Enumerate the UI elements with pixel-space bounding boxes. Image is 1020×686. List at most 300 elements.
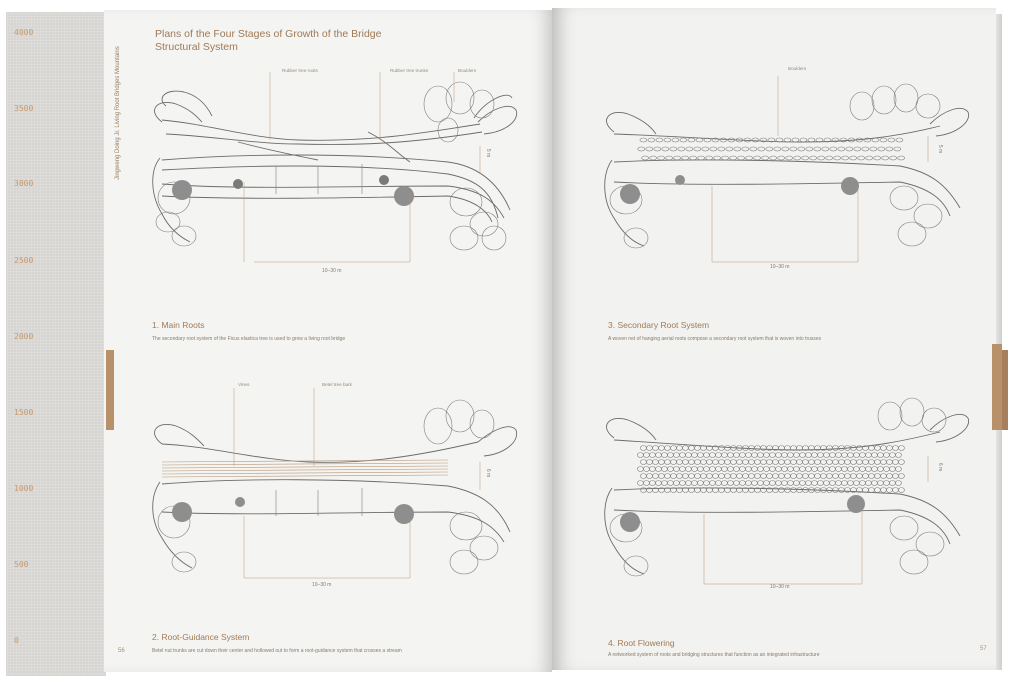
woven-root-node (898, 488, 904, 493)
woven-root-node (802, 474, 808, 479)
woven-root-node (787, 467, 793, 472)
woven-root-node (733, 453, 739, 458)
woven-root-node (866, 156, 873, 160)
ruler-label: 2000 (14, 332, 34, 341)
woven-root-node (868, 460, 874, 465)
woven-root-node (709, 481, 715, 486)
woven-root-node (670, 147, 677, 151)
woven-root-node (853, 453, 859, 458)
woven-root-node (662, 147, 669, 151)
woven-root-node (872, 138, 879, 142)
woven-root-node (874, 446, 880, 451)
woven-root-node (844, 474, 850, 479)
woven-root-node (730, 474, 736, 479)
woven-root-node (796, 488, 802, 493)
woven-root-node (637, 453, 643, 458)
woven-root-node (898, 474, 904, 479)
woven-root-node (712, 474, 718, 479)
woven-root-node (856, 446, 862, 451)
woven-root-node (858, 156, 865, 160)
woven-root-node (799, 453, 805, 458)
woven-root-node (700, 460, 706, 465)
woven-root-node (798, 147, 805, 151)
woven-root-node (784, 460, 790, 465)
woven-root-node (835, 467, 841, 472)
bridge-plan-secondary-roots (600, 76, 980, 266)
woven-root-node (715, 481, 721, 486)
woven-root-node (799, 481, 805, 486)
woven-root-node (652, 460, 658, 465)
woven-root-node (817, 453, 823, 458)
woven-root-node (832, 460, 838, 465)
woven-root-node (844, 488, 850, 493)
woven-root-node (874, 156, 881, 160)
woven-root-node (823, 481, 829, 486)
woven-root-node (823, 453, 829, 458)
span-dimension: 10–30 m (322, 268, 342, 274)
woven-root-node (793, 481, 799, 486)
woven-root-node (750, 147, 757, 151)
span-dimension: 10–30 m (312, 582, 332, 588)
woven-root-node (727, 453, 733, 458)
woven-root-node (805, 467, 811, 472)
woven-root-node (850, 460, 856, 465)
woven-root-node (796, 474, 802, 479)
ruler-label: 4000 (14, 28, 34, 37)
woven-root-node (874, 460, 880, 465)
woven-root-node (772, 460, 778, 465)
woven-root-node (766, 474, 772, 479)
woven-root-node (722, 156, 729, 160)
woven-root-node (781, 481, 787, 486)
woven-root-node (754, 460, 760, 465)
woven-root-node (882, 156, 889, 160)
woven-root-node (868, 446, 874, 451)
woven-root-node (770, 156, 777, 160)
woven-root-node (706, 460, 712, 465)
woven-root-node (838, 147, 845, 151)
woven-root-node (890, 156, 897, 160)
woven-root-node (670, 474, 676, 479)
woven-root-node (826, 156, 833, 160)
woven-root-node (730, 460, 736, 465)
woven-root-node (841, 481, 847, 486)
woven-root-node (835, 481, 841, 486)
woven-root-node (775, 481, 781, 486)
woven-root-node (724, 474, 730, 479)
woven-root-node (739, 481, 745, 486)
woven-root-node (766, 446, 772, 451)
woven-root-node (688, 138, 695, 142)
bookmark-tab (1002, 350, 1008, 430)
bridge-plan-root-guidance (148, 386, 528, 596)
woven-root-node (643, 467, 649, 472)
woven-root-node (656, 138, 663, 142)
woven-root-node (703, 453, 709, 458)
woven-root-node (790, 147, 797, 151)
woven-root-node (898, 156, 905, 160)
woven-root-node (690, 156, 697, 160)
woven-root-node (649, 481, 655, 486)
ruler-label: 3000 (14, 179, 34, 188)
page-number-left: 56 (118, 648, 125, 654)
woven-root-node (709, 467, 715, 472)
woven-root-node (892, 460, 898, 465)
section-title-main-roots: 1. Main Roots (152, 320, 205, 330)
woven-root-node (868, 488, 874, 493)
woven-root-node (883, 453, 889, 458)
woven-root-node (637, 481, 643, 486)
woven-root-node (817, 467, 823, 472)
woven-root-node (850, 474, 856, 479)
woven-root-node (739, 467, 745, 472)
woven-root-node (880, 138, 887, 142)
woven-root-node (802, 156, 809, 160)
woven-root-node (889, 467, 895, 472)
woven-root-node (746, 156, 753, 160)
woven-root-node (853, 467, 859, 472)
woven-root-node (667, 467, 673, 472)
woven-root-node (847, 467, 853, 472)
woven-root-node (652, 446, 658, 451)
woven-root-node (774, 147, 781, 151)
woven-root-node (674, 156, 681, 160)
section-desc: A woven net of hanging aerial roots compose a secondary root system that is woven into trusses (608, 336, 822, 342)
woven-root-node (880, 488, 886, 493)
woven-root-node (679, 453, 685, 458)
woven-root-node (673, 481, 679, 486)
woven-root-node (862, 474, 868, 479)
woven-root-node (724, 446, 730, 451)
woven-root-node (840, 138, 847, 142)
woven-root-node (856, 460, 862, 465)
woven-root-node (758, 147, 765, 151)
section-title-root-guidance: 2. Root-Guidance System (152, 632, 250, 642)
woven-root-node (794, 156, 801, 160)
woven-root-node (664, 446, 670, 451)
woven-root-node (730, 156, 737, 160)
woven-root-node (763, 481, 769, 486)
woven-root-node (685, 467, 691, 472)
woven-root-node (874, 474, 880, 479)
woven-root-node (688, 474, 694, 479)
woven-root-node (703, 467, 709, 472)
woven-root-node (871, 467, 877, 472)
woven-root-node (694, 147, 701, 151)
woven-root-node (706, 474, 712, 479)
woven-root-node (688, 446, 694, 451)
woven-root-node (859, 467, 865, 472)
woven-root-node (790, 460, 796, 465)
woven-root-node (734, 147, 741, 151)
woven-root-node (888, 138, 895, 142)
ruler-label: 2500 (14, 256, 34, 265)
woven-root-node (649, 453, 655, 458)
woven-root-node (835, 453, 841, 458)
woven-root-node (698, 156, 705, 160)
page-title: Plans of the Four Stages of Growth of the Bridge Structural System (155, 28, 382, 53)
woven-root-node (691, 481, 697, 486)
woven-root-node (781, 467, 787, 472)
woven-root-node (638, 147, 645, 151)
woven-root-node (769, 467, 775, 472)
width-dimension: 5 m (937, 144, 944, 154)
woven-root-node (892, 474, 898, 479)
woven-root-node (886, 488, 892, 493)
woven-root-node (682, 156, 689, 160)
woven-root-node (832, 488, 838, 493)
woven-root-node (703, 481, 709, 486)
woven-root-node (666, 156, 673, 160)
woven-root-node (775, 467, 781, 472)
woven-root-node (673, 467, 679, 472)
woven-root-node (655, 467, 661, 472)
ruler-label: 500 (14, 560, 29, 569)
woven-root-node (778, 488, 784, 493)
woven-root-node (810, 156, 817, 160)
woven-root-node (778, 460, 784, 465)
woven-root-node (793, 453, 799, 458)
woven-root-node (865, 481, 871, 486)
woven-root-node (883, 481, 889, 486)
woven-root-node (895, 467, 901, 472)
woven-root-node (772, 488, 778, 493)
woven-root-node (648, 138, 655, 142)
woven-root-node (784, 138, 791, 142)
woven-root-node (682, 446, 688, 451)
woven-root-node (661, 467, 667, 472)
woven-root-node (714, 156, 721, 160)
woven-root-node (880, 460, 886, 465)
width-dimension: 6 m (937, 462, 944, 472)
woven-root-node (805, 453, 811, 458)
woven-root-node (784, 488, 790, 493)
woven-root-node (859, 453, 865, 458)
woven-root-node (697, 453, 703, 458)
woven-root-node (842, 156, 849, 160)
woven-root-node (676, 446, 682, 451)
woven-root-node (718, 460, 724, 465)
woven-root-node (697, 467, 703, 472)
woven-root-node (778, 156, 785, 160)
woven-root-node (874, 488, 880, 493)
woven-root-node (712, 460, 718, 465)
woven-root-node (646, 446, 652, 451)
woven-root-node (706, 156, 713, 160)
woven-root-node (847, 481, 853, 486)
woven-root-node (886, 474, 892, 479)
woven-root-node (694, 460, 700, 465)
woven-root-node (775, 453, 781, 458)
woven-root-node (760, 460, 766, 465)
woven-root-node (856, 474, 862, 479)
woven-root-node (686, 147, 693, 151)
woven-root-node (670, 446, 676, 451)
woven-root-node (664, 138, 671, 142)
woven-root-node (796, 460, 802, 465)
woven-root-node (672, 138, 679, 142)
woven-root-node (754, 474, 760, 479)
callout-label: Boulders (458, 68, 477, 73)
woven-root-node (889, 453, 895, 458)
woven-root-node (762, 156, 769, 160)
woven-root-node (748, 460, 754, 465)
woven-root-node (817, 481, 823, 486)
page-number-right: 57 (980, 646, 987, 652)
woven-root-node (643, 481, 649, 486)
woven-root-node (718, 446, 724, 451)
section-title-secondary-root: 3. Secondary Root System (608, 320, 710, 330)
woven-root-node (823, 467, 829, 472)
woven-root-node (838, 460, 844, 465)
woven-root-node (814, 460, 820, 465)
woven-root-node (637, 467, 643, 472)
woven-root-node (811, 481, 817, 486)
woven-root-node (754, 156, 761, 160)
woven-root-node (673, 453, 679, 458)
woven-root-node (814, 474, 820, 479)
woven-root-node (679, 481, 685, 486)
woven-root-node (871, 481, 877, 486)
woven-root-node (802, 460, 808, 465)
woven-root-node (834, 156, 841, 160)
woven-root-node (829, 453, 835, 458)
woven-root-node (751, 467, 757, 472)
woven-root-node (853, 481, 859, 486)
woven-root-node (661, 453, 667, 458)
woven-root-node (745, 467, 751, 472)
woven-root-node (787, 481, 793, 486)
woven-root-node (745, 481, 751, 486)
woven-root-node (895, 481, 901, 486)
woven-root-node (742, 460, 748, 465)
bookmark-tab (992, 344, 1002, 430)
woven-root-node (892, 488, 898, 493)
woven-root-node (814, 147, 821, 151)
woven-root-node (715, 453, 721, 458)
woven-root-node (754, 446, 760, 451)
bookmark-tab (106, 350, 114, 430)
woven-root-node (685, 481, 691, 486)
woven-root-node (724, 460, 730, 465)
ruler-label: 1500 (14, 408, 34, 417)
woven-root-node (676, 460, 682, 465)
woven-root-node (757, 453, 763, 458)
woven-root-node (652, 474, 658, 479)
woven-root-node (667, 481, 673, 486)
woven-root-node (799, 467, 805, 472)
woven-root-node (806, 147, 813, 151)
woven-root-node (826, 460, 832, 465)
woven-root-node (751, 481, 757, 486)
woven-root-node (733, 467, 739, 472)
woven-root-node (694, 474, 700, 479)
woven-root-node (898, 446, 904, 451)
woven-root-node (769, 481, 775, 486)
callout-label: Betel tree bark (322, 382, 352, 387)
woven-root-node (696, 138, 703, 142)
woven-root-node (697, 481, 703, 486)
woven-root-node (751, 453, 757, 458)
woven-root-node (709, 453, 715, 458)
woven-root-node (702, 147, 709, 151)
woven-root-node (871, 453, 877, 458)
woven-root-node (715, 467, 721, 472)
woven-root-node (760, 474, 766, 479)
woven-root-node (678, 147, 685, 151)
callout-label: Rubber tree trunks (390, 68, 429, 73)
woven-root-node (883, 467, 889, 472)
woven-root-node (670, 460, 676, 465)
woven-root-node (727, 481, 733, 486)
woven-root-node (841, 467, 847, 472)
woven-root-node (640, 446, 646, 451)
woven-root-node (811, 453, 817, 458)
woven-root-node (748, 474, 754, 479)
woven-root-node (658, 460, 664, 465)
woven-root-node (667, 453, 673, 458)
woven-root-node (894, 147, 901, 151)
woven-root-node (769, 453, 775, 458)
running-head: Jingweng Doing Jr. Living Root Bridges Mountains (115, 46, 121, 180)
woven-root-node (691, 453, 697, 458)
woven-root-node (691, 467, 697, 472)
woven-root-node (847, 453, 853, 458)
woven-root-node (727, 467, 733, 472)
woven-root-node (763, 453, 769, 458)
woven-root-node (808, 460, 814, 465)
woven-root-node (892, 446, 898, 451)
woven-root-node (679, 467, 685, 472)
woven-root-node (682, 460, 688, 465)
woven-root-node (721, 467, 727, 472)
woven-root-node (805, 481, 811, 486)
woven-root-node (640, 474, 646, 479)
woven-root-node (896, 138, 903, 142)
woven-root-node (838, 474, 844, 479)
woven-root-node (733, 481, 739, 486)
woven-root-node (646, 460, 652, 465)
woven-root-node (760, 446, 766, 451)
woven-root-node (854, 147, 861, 151)
woven-root-node (726, 147, 733, 151)
woven-root-node (778, 474, 784, 479)
woven-root-node (757, 467, 763, 472)
woven-root-node (829, 467, 835, 472)
woven-root-node (680, 138, 687, 142)
woven-root-node (664, 474, 670, 479)
width-dimension: 5 m (485, 148, 492, 158)
woven-root-node (649, 467, 655, 472)
bridge-plan-main-roots (148, 62, 528, 292)
woven-root-node (846, 147, 853, 151)
woven-root-node (808, 138, 815, 142)
ruler-label: 0 (14, 636, 19, 645)
woven-root-node (838, 488, 844, 493)
woven-root-node (826, 474, 832, 479)
woven-root-node (710, 147, 717, 151)
woven-root-node (757, 481, 763, 486)
woven-root-node (640, 460, 646, 465)
woven-root-node (646, 474, 652, 479)
woven-root-node (808, 474, 814, 479)
woven-root-node (877, 467, 883, 472)
woven-root-node (745, 453, 751, 458)
woven-root-node (878, 147, 885, 151)
section-desc: Betel nut trunks are cut down their center and hollowed out to form a root-guidance system that crosses a stream (152, 648, 402, 654)
woven-root-node (739, 453, 745, 458)
ruler-label: 3500 (14, 104, 34, 113)
